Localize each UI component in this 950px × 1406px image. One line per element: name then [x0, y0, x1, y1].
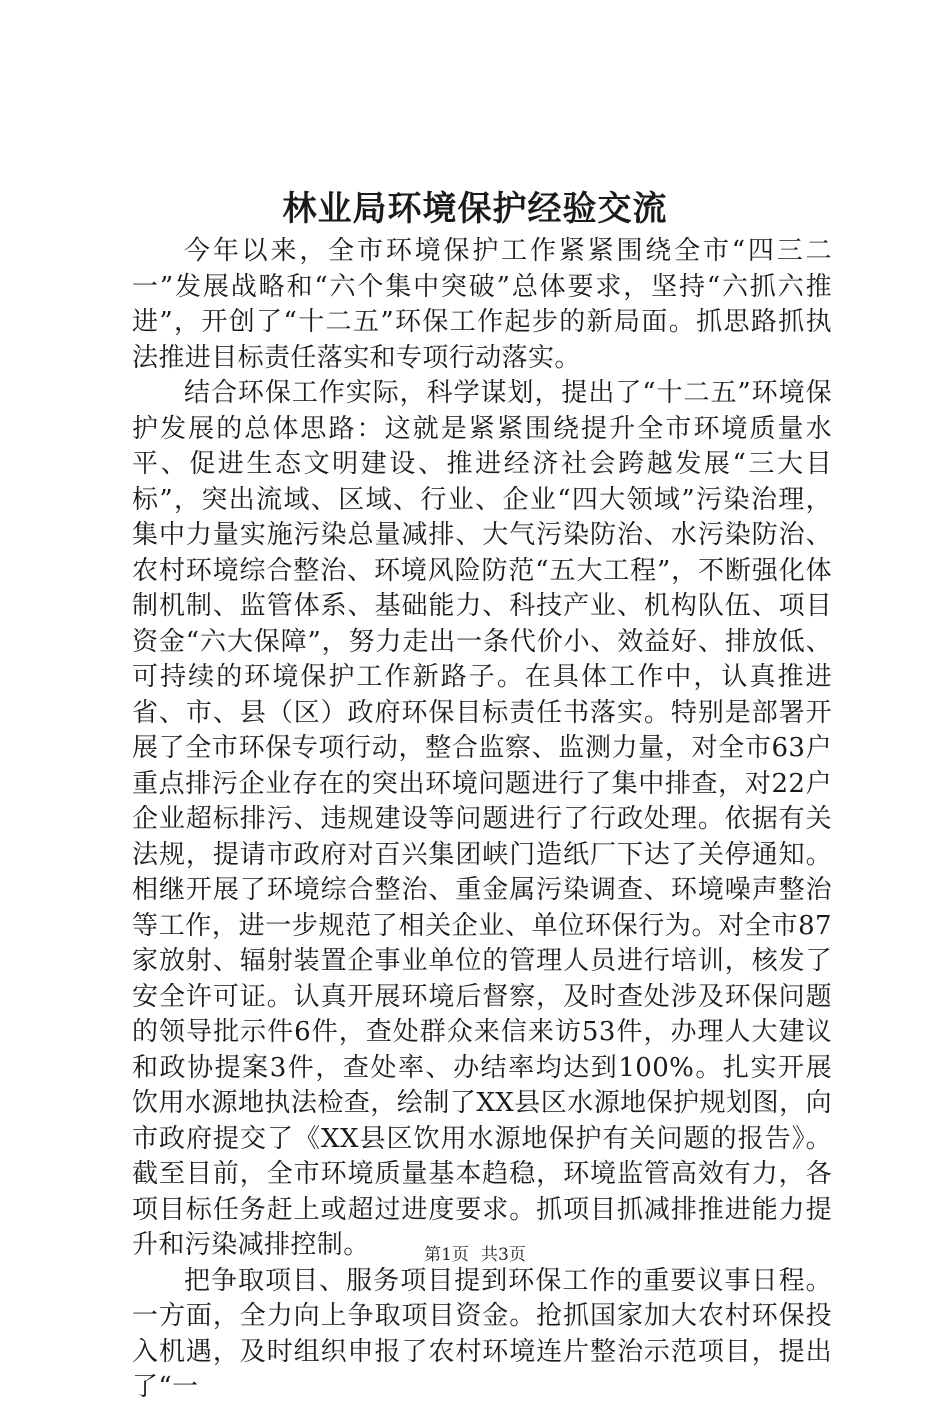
- paragraph-strategy: 结合环保工作实际，科学谋划，提出了“十二五”环境保护发展的总体思路：这就是紧紧围绕提升全市环境质量水平、促进生态文明建设、推进经济社会跨越发展“三大目标”，突出流域、区域、行业、企业“四大领域”污染治理，集中力量实施污染总量减排、大气污染防治、水污染防治、农村环境综合整治、环境风险防范“五大工程”，不断强化体制机制、监管体系、基础能力、科技产业、机构队伍、项目资金“六大保障”，努力走出一条代价小、效益好、排放低、可持续的环境保护工作新路子。在具体工作中，认真推进省、市、县（区）政府环保目标责任书落实。特别是部署开展了全市环保专项行动，整合监察、监测力量，对全市63户重点排污企业存在的突出环境问题进行了集中排查，对22户企业超标排污、违规建设等问题进行了行政处理。依据有关法规，提请市政府对百兴集团峡门造纸厂下达了关停通知。相继开展了环境综合整治、重金属污染调查、环境噪声整治等工作，进一步规范了相关企业、单位环保行为。对全市87家放射、辐射装置企事业单位的管理人员进行培训，核发了安全许可证。认真开展环境后督察，及时查处涉及环保问题的领导批示件6件，查处群众来信来访53件，办理人大建议和政协提案3件，查处率、办结率均达到100%。扎实开展饮用水源地执法检查，绘制了XX县区水源地保护规划图，向市政府提交了《XX县区饮用水源地保护有关问题的报告》。截至目前，全市环境质量基本趋稳，环境监管高效有力，各项目标任务赶上或超过进度要求。抓项目抓减排推进能力提升和污染减排控制。: [132, 378, 832, 1260]
- document-body: [132, 234, 832, 1406]
- paragraph-intro: 今年以来，全市环境保护工作紧紧围绕全市“四三二一”发展战略和“六个集中突破”总体要求，坚持“六抓六推进”，开创了“十二五”环保工作起步的新局面。抓思路抓执法推进目标责任落实和专项行动落实。: [132, 236, 832, 373]
- document-title: 林业局环境保护经验交流: [282, 189, 668, 229]
- page-footer: [0, 1243, 950, 1267]
- paragraph-projects: 把争取项目、服务项目提到环保工作的重要议事日程。一方面，全力向上争取项目资金。抢抓国家加大农村环保投入机遇，及时组织申报了农村环境连片整治示范项目，提出了“一: [132, 1265, 832, 1402]
- page-number: 第1页: [424, 1245, 469, 1265]
- page-total: 共3页: [481, 1245, 526, 1265]
